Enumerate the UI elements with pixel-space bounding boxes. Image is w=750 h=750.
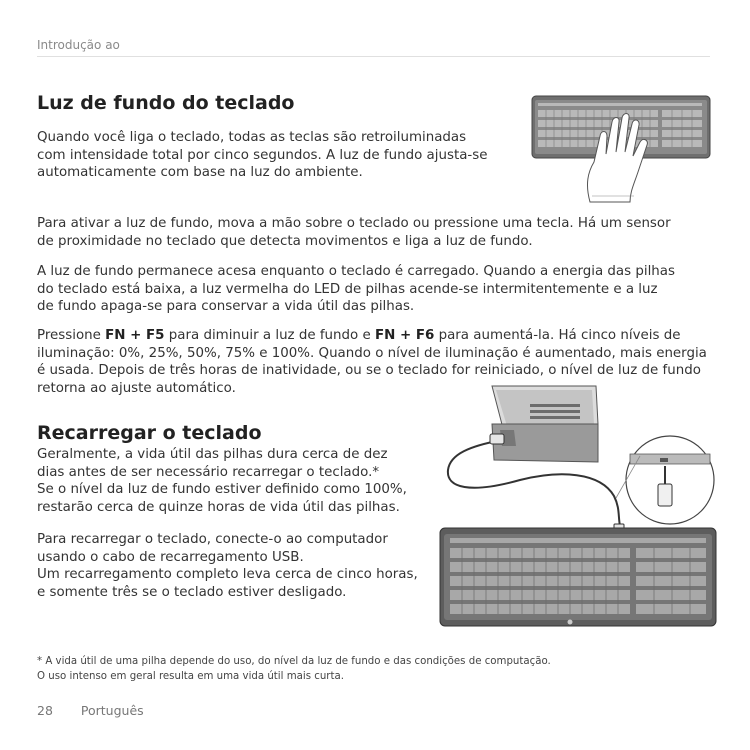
language-label: Português [80, 703, 144, 718]
footnote: * A vida útil de uma pilha depende do uso, do nível da luz de fundo e das condições de computação. O uso intenso em geral resulta em uma vida útil mais curta. [37, 656, 551, 682]
backlight-intro: Quando você liga o teclado, todas as teclas são retroiluminadas com intensidade total por cinco segundos. A luz de fundo ajusta-se automaticamente com base na luz do ambiente. [37, 130, 488, 180]
backlight-para-activate: Para ativar a luz de fundo, mova a mão sobre o teclado ou pressione uma tecla. Há um sensor de proximidade no teclado que detecta movimentos e liga a luz de fundo. [37, 216, 671, 249]
section-title-recharge: Recarregar o teclado [37, 422, 262, 444]
page-number: 28 [37, 703, 53, 718]
section-title-backlight: Luz de fundo do teclado [37, 92, 295, 114]
keyboard-hand-illustration [530, 92, 712, 210]
recharge-para-usb: Para recarregar o teclado, conecte-o ao computador usando o cabo de recarregamento USB. Um recarregamento completo leva cerca de cinco horas, e somente três se o teclado estiver desligado. [37, 532, 418, 600]
key-combo-fn-f6: FN + F6 [374, 328, 435, 343]
running-header: Introdução ao [37, 38, 120, 52]
page-footer [37, 703, 172, 718]
header-rule [37, 56, 710, 57]
key-combo-fn-f5: FN + F5 [105, 328, 165, 343]
laptop-usb-keyboard-illustration [430, 384, 720, 630]
recharge-para-battery-life: Geralmente, a vida útil das pilhas dura cerca de dez dias antes de ser necessário recarregar o teclado.* Se o nível da luz de fundo estiver definido como 100%, restarão cerca de quinze horas de vida útil das pilhas. [37, 447, 407, 515]
backlight-para-levels: Pressione FN + F5 para diminuir a luz de fundo e FN + F6 para aumentá-la. Há cinco níveis de iluminação: 0%, 25%, 50%, 75% e 100%. Quando o nível de iluminação é aumentado, mais energia é usada. Depois de três horas de inatividade, ou se o teclado for reiniciado, o nível de luz de fundo retorna ao ajuste automático. [37, 328, 707, 396]
backlight-para-charging: A luz de fundo permanece acesa enquanto o teclado é carregado. Quando a energia das pilhas do teclado está baixa, a luz vermelha do LED de pilhas acende-se intermitentemente e a luz de fundo apaga-se para conservar a vida útil das pilhas. [37, 264, 675, 314]
